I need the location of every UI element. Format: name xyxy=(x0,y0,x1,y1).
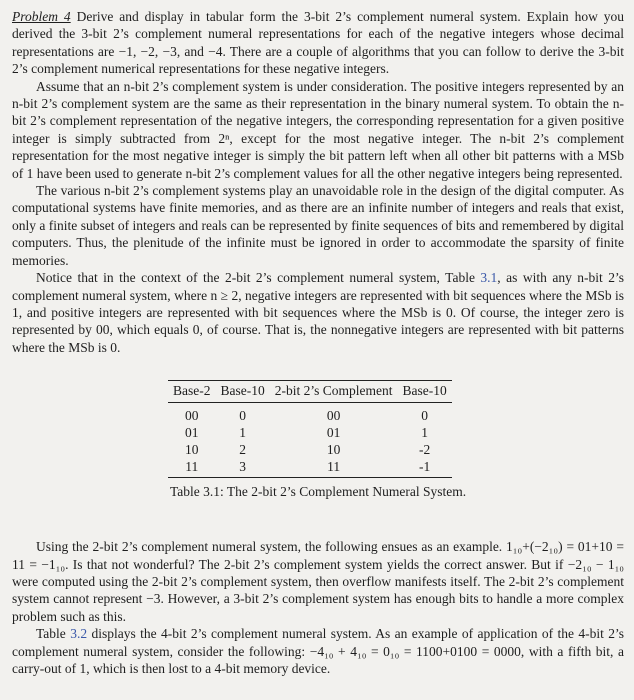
problem-statement xyxy=(12,8,624,78)
column-header: Base-10 xyxy=(216,381,270,403)
paragraph-notice xyxy=(12,269,624,356)
table-cell: 10 xyxy=(185,442,199,458)
paragraph-finite-memory: The various n-bit 2’s complement systems play an unavoidable role in the design of the digital computer. As computational systems have finite memories, and as there are an infinite number of integers and reals that exist, only a finite subset of integers and reals can be represented by finite sequences of bits and remembered by digital computers. Thus, the plenitude of the infinite must be ignored in order to accommodate the sparsity of finite memories. xyxy=(12,183,624,268)
table-reference-link[interactable]: 3.1 xyxy=(480,270,498,286)
column-header: Base-2 xyxy=(168,381,216,403)
table-reference-link[interactable]: 3.2 xyxy=(70,626,88,642)
table-cell: 1 xyxy=(421,425,428,441)
table-row xyxy=(168,458,452,478)
complement-table xyxy=(168,380,452,478)
table-row xyxy=(168,441,452,458)
table-cell: 1 xyxy=(239,425,246,441)
table-cell: 01 xyxy=(326,425,341,441)
table-caption: Table 3.1: The 2-bit 2’s Complement Numeral System. xyxy=(170,484,467,500)
paragraph-4bit xyxy=(12,625,624,677)
notice-text-end: , as with any n-bit 2’s complement numeral system, where n ≥ 2, negative integers are represented with bit sequences where the MSb is 1, and positive integers are represented with bit sequences where the MSb is 0. Of course, the integer zero is represented by 00, which equals 0, of course. That is, the nonnegative integers are represented with bit patterns where the MSb is 0. xyxy=(12,270,625,355)
table-cell: 11 xyxy=(270,458,398,478)
problem-text: Derive and display in tabular form the 3-bit 2’s complement numeral system. Explain how you derived the 3-bit 2’s complement numeral representations for each of the negative integers whose decimal representations are −1, −2, −3, and −4. There are a couple of algorithms that you can follow to derive the 3-bit 2’s complement numerical representations for these negative integers. xyxy=(12,9,624,77)
paragraph-example: Using the 2-bit 2’s complement numeral system, the following ensues as an example. 1₁₀+(−2₁₀) = 01+10 = 11 = −1₁₀. Is that not wonderful? The 2-bit 2’s complement system yields the correct answer. But if −2₁₀ − 1₁₀ were computed using the 2-bit 2’s complement system, then overflow manifests itself. The 2-bit 2’s complement system cannot represent −3. However, a 3-bit 2’s complement system has enough bits to handle a more complex problem such as this. xyxy=(12,539,624,624)
table-cell: 00 xyxy=(185,408,199,424)
table-cell: 2 xyxy=(239,442,246,458)
notice-text-start: Notice that in the context of the 2-bit 2’s complement numeral system, Table xyxy=(36,270,481,286)
column-header: Base-10 xyxy=(398,381,452,403)
column-header: 2-bit 2’s Complement xyxy=(270,381,398,403)
table-row xyxy=(168,424,452,441)
table-row xyxy=(168,403,452,425)
table-cell: -2 xyxy=(419,442,431,458)
paragraph-representation: Assume that an n-bit 2’s complement system is under consideration. The positive integers represented by an n-bit 2’s complement system are the same as their representation in the binary numeral system. To obtain the n-bit 2’s complement representation of the negative integers, the corresponding representation for a given positive integer is simply subtracted from 2ⁿ, except for the most negative integer. The n-bit 2’s complement representation for the most negative integer is simply the bit pattern left when all other bit patterns with a MSb of 1 have been used to generate n-bit 2’s complement values for all the other negative integers being represented. xyxy=(12,78,624,181)
last-text-start: Table xyxy=(36,626,71,642)
table-cell: 0 xyxy=(239,408,246,424)
table-cell: 3 xyxy=(216,458,270,478)
table-cell: 01 xyxy=(185,425,199,441)
table-cell: 0 xyxy=(421,408,428,424)
table-cell: 11 xyxy=(168,458,216,478)
last-text-end: displays the 4-bit 2’s complement numeral system. As an example of application of the 4-bit 2’s complement numeral system, consider the following: −4₁₀ + 4₁₀ = 0₁₀ = 1100+0100 = 0000, with a fifth bit, a carry-out of 1, which is then lost to a 4-bit memory device. xyxy=(12,626,624,676)
table-cell: 10 xyxy=(326,442,341,458)
table-cell: -1 xyxy=(398,458,452,478)
table-header-row xyxy=(168,381,452,403)
table-figure xyxy=(12,380,624,500)
problem-label: Problem 4 xyxy=(12,9,71,24)
table-cell: 00 xyxy=(326,408,341,424)
